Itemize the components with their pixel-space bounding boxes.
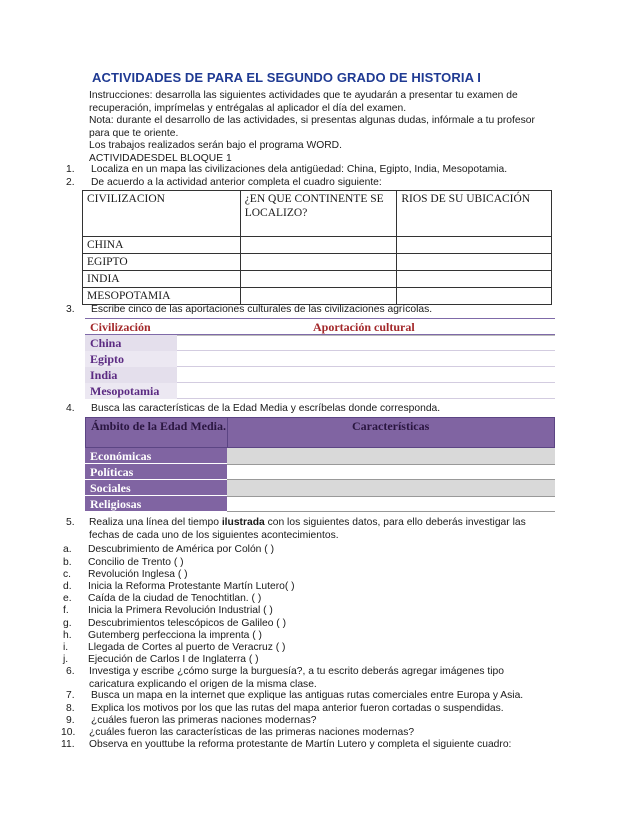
column-header: CIVILIZACION xyxy=(83,191,241,237)
table-header-row xyxy=(83,191,552,237)
item-number: 5. xyxy=(66,517,75,528)
item-text xyxy=(89,517,544,542)
rivers-cell[interactable] xyxy=(397,271,552,288)
continent-cell[interactable] xyxy=(240,237,397,254)
table-row xyxy=(83,254,552,271)
item-text: Inicia la Reforma Protestante Martín Lutero( ) xyxy=(88,581,295,592)
item-text: Localiza en un mapa las civilizaciones dela antigüedad: China, Egipto, India, Mesopotamia. xyxy=(91,164,508,175)
item-text: ¿cuáles fueron las primeras naciones modernas? xyxy=(91,715,317,726)
item-text: Descubrimiento de América por Colón ( ) xyxy=(88,544,274,555)
civilization-location-table xyxy=(82,190,552,305)
column-header: RIOS DE SU UBICACIÓN xyxy=(397,191,552,237)
table-row xyxy=(83,288,552,305)
item-text: De acuerdo a la actividad anterior completa el cuadro siguiente: xyxy=(91,177,382,188)
column-divider xyxy=(227,418,228,449)
item-number: 10. xyxy=(61,727,76,738)
contribution-cell[interactable] xyxy=(177,367,555,383)
item-text: Ejecución de Carlos I de Inglaterra ( ) xyxy=(88,654,259,665)
characteristics-cell[interactable] xyxy=(227,448,555,464)
item-text: Llegada de Cortes al puerto de Veracruz ( ) xyxy=(88,642,286,653)
characteristics-cell[interactable] xyxy=(227,496,555,512)
rivers-cell[interactable] xyxy=(397,288,552,305)
scope-cell: Religiosas xyxy=(85,496,227,512)
contribution-cell[interactable] xyxy=(177,383,555,399)
continent-cell[interactable] xyxy=(240,254,397,271)
item-number: 7. xyxy=(66,690,75,701)
scope-cell: Políticas xyxy=(85,464,227,480)
table-row xyxy=(85,351,555,367)
civilization-cell: EGIPTO xyxy=(83,254,241,271)
continent-cell[interactable] xyxy=(240,271,397,288)
instructions-block xyxy=(89,90,539,166)
item-text: Caída de la ciudad de Tenochtitlan. ( ) xyxy=(88,593,262,604)
item-number: 2. xyxy=(66,177,75,188)
column-header: Civilización xyxy=(90,320,151,334)
continent-cell[interactable] xyxy=(240,288,397,305)
table-header-row xyxy=(85,318,555,335)
instructions-text: Instrucciones: desarrolla las siguientes actividades que te ayudarán a presentar tu examen de recuperación, imprímelas y entrégalas al aplicador el día del examen. xyxy=(89,90,518,114)
format-text: Los trabajos realizados serán bajo el programa WORD. xyxy=(89,140,342,152)
item-text: Investiga y escribe ¿cómo surge la burguesía?, a tu escrito deberás agregar imágenes tipo caricatura explicando el origen de la misma clase. xyxy=(89,666,504,690)
item-number: 1. xyxy=(66,164,75,175)
table-row xyxy=(85,496,555,512)
item-text-part: Realiza una línea del tiempo xyxy=(89,517,222,528)
item-number: 9. xyxy=(66,715,75,726)
item-number: 8. xyxy=(66,703,75,714)
civilization-cell: Egipto xyxy=(85,351,177,367)
item-letter: i. xyxy=(63,642,69,653)
civilization-cell: China xyxy=(85,335,177,351)
item-text: ¿cuáles fueron las características de las primeras naciones modernas? xyxy=(89,727,415,738)
civilization-cell: INDIA xyxy=(83,271,241,288)
table-row xyxy=(85,383,555,399)
item-letter: a. xyxy=(63,544,72,555)
note-text: Nota: durante el desarrollo de las actividades, si presentas algunas dudas, infórmale a tu profesor para que te oriente. xyxy=(89,115,535,139)
table-header-row xyxy=(85,417,555,448)
characteristics-cell[interactable] xyxy=(227,464,555,480)
item-number: 3. xyxy=(66,304,75,315)
table-row xyxy=(85,367,555,383)
civilization-cell: India xyxy=(85,367,177,383)
item-letter: c. xyxy=(63,569,72,580)
item-text: Revolución Inglesa ( ) xyxy=(88,569,188,580)
characteristics-cell[interactable] xyxy=(227,480,555,496)
activity-item-5 xyxy=(66,517,546,543)
item-text-part: con los siguientes datos, para ello deberás investigar las fechas de cada uno de los siguientes acontecimientos. xyxy=(89,517,526,541)
civilization-cell: CHINA xyxy=(83,237,241,254)
contribution-cell[interactable] xyxy=(177,351,555,367)
table-row xyxy=(85,464,555,480)
item-letter: j. xyxy=(63,654,69,665)
item-number: 11. xyxy=(61,739,75,750)
table-row xyxy=(83,237,552,254)
contribution-cell[interactable] xyxy=(177,335,555,351)
item-text: Gutemberg perfecciona la imprenta ( ) xyxy=(88,630,262,641)
table-row xyxy=(83,271,552,288)
civilization-cell: Mesopotamia xyxy=(85,383,177,399)
table-row xyxy=(85,448,555,464)
item-letter: f. xyxy=(63,605,69,616)
scope-cell: Sociales xyxy=(85,480,227,496)
table-row xyxy=(85,480,555,496)
middle-ages-table xyxy=(85,417,555,512)
block-heading: ACTIVIDADESDEL BLOQUE 1 xyxy=(89,152,232,164)
item-letter: b. xyxy=(63,557,72,568)
item-text: Inicia la Primera Revolución Industrial ( ) xyxy=(88,605,273,616)
item-text: Busca un mapa en la internet que explique las antiguas rutas comerciales entre Europa y Asia. xyxy=(91,690,524,701)
scope-cell: Económicas xyxy=(85,448,227,464)
activity-item-6 xyxy=(66,666,546,692)
item-letter: g. xyxy=(63,618,72,629)
column-header: Aportación cultural xyxy=(313,320,415,334)
item-text: Busca las características de la Edad Media y escríbelas donde corresponda. xyxy=(91,403,441,414)
document-title: ACTIVIDADES DE PARA EL SEGUNDO GRADO DE HISTORIA I xyxy=(92,70,482,85)
item-letter: d. xyxy=(63,581,72,592)
column-header: Ámbito de la Edad Media. xyxy=(91,419,227,433)
civilization-cell: MESOPOTAMIA xyxy=(83,288,241,305)
item-text: Descubrimientos telescópicos de Galileo ( ) xyxy=(88,618,287,629)
item-text: Concilio de Trento ( ) xyxy=(88,557,184,568)
item-text: Explica los motivos por los que las rutas del mapa anterior fueron cortadas o suspendidas. xyxy=(91,703,504,714)
rivers-cell[interactable] xyxy=(397,254,552,271)
column-header: ¿EN QUE CONTINENTE SE LOCALIZO? xyxy=(240,191,397,237)
column-header: Características xyxy=(352,419,430,433)
item-letter: h. xyxy=(63,630,72,641)
item-number: 4. xyxy=(66,403,75,414)
cultural-contributions-table xyxy=(85,318,555,399)
item-number: 6. xyxy=(66,666,75,677)
item-text: Escribe cinco de las aportaciones culturales de las civilizaciones agrícolas. xyxy=(91,304,433,315)
table-row xyxy=(85,335,555,351)
item-letter: e. xyxy=(63,593,72,604)
item-text-emphasis: ilustrada xyxy=(221,517,265,528)
item-text: Observa en youttube la reforma protestante de Martín Lutero y completa el siguiente cuadro: xyxy=(89,739,512,750)
rivers-cell[interactable] xyxy=(397,237,552,254)
